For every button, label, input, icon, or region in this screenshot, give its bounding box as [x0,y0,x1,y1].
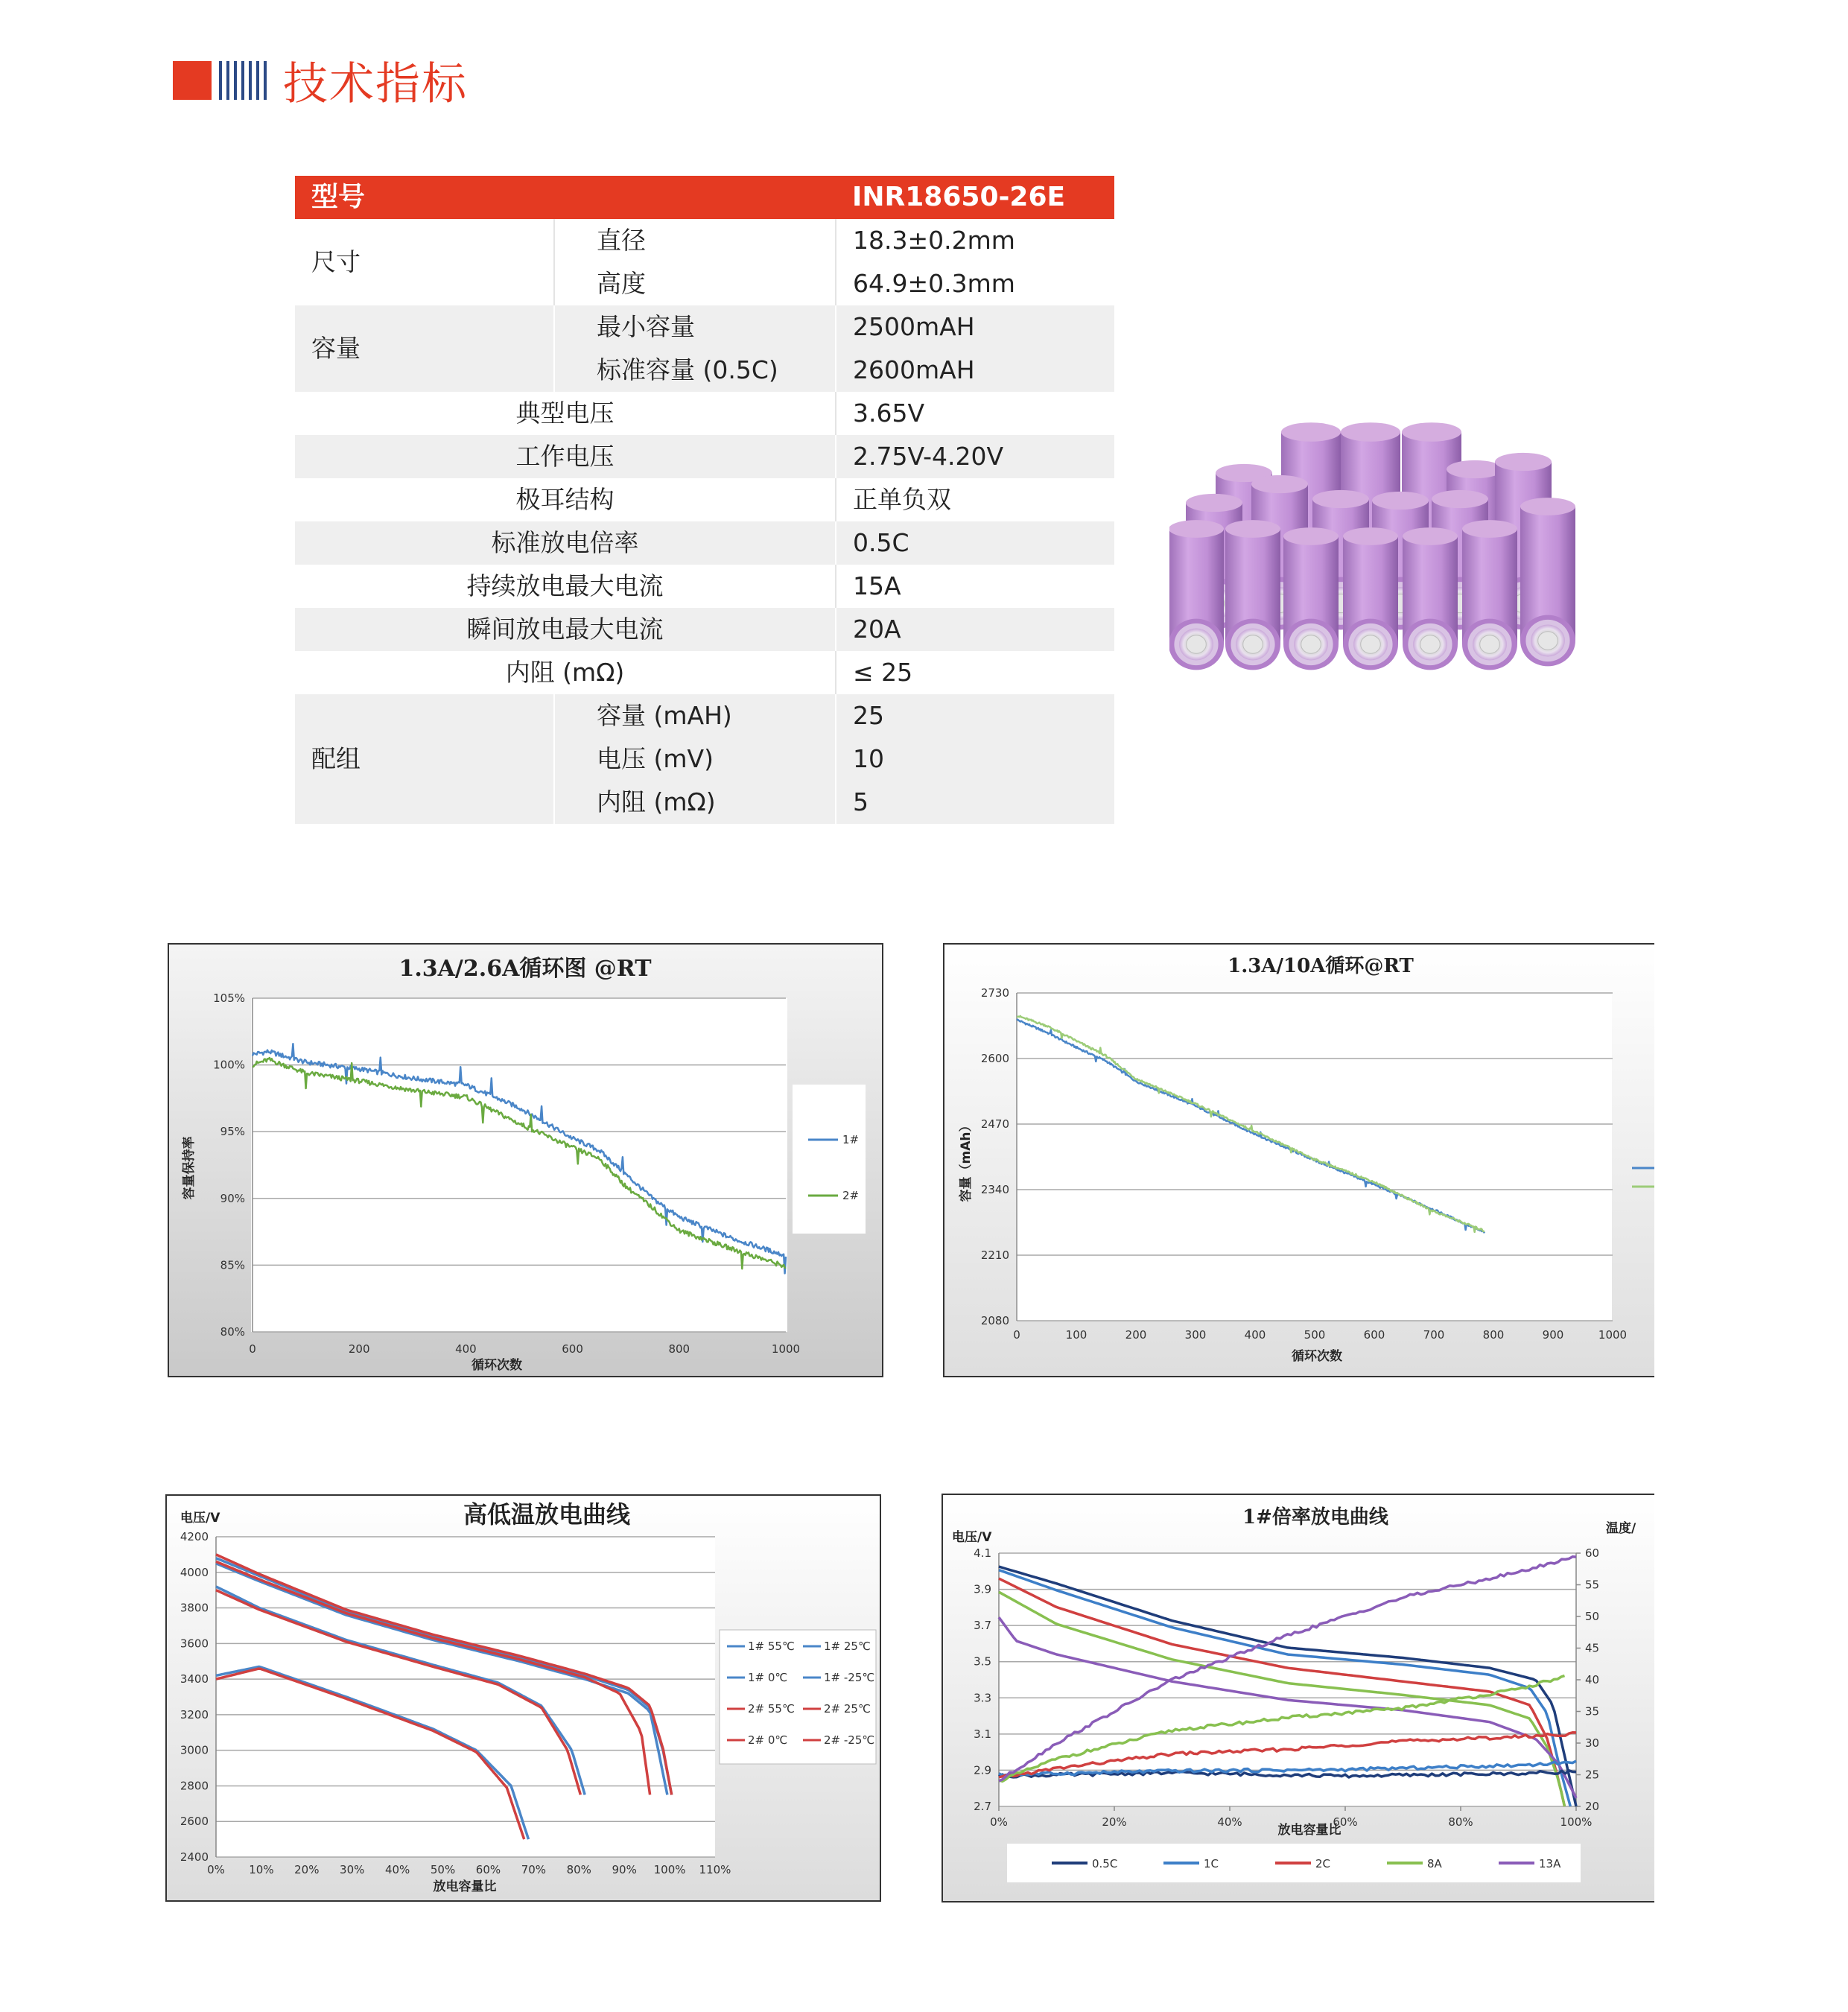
chart4-ylabel: 电压/V [952,1530,992,1545]
tab-structure-value: 正单负双 [853,485,951,514]
grouping-voltage-value: 10 [836,737,1114,781]
y2-tick-label: 25 [1585,1768,1600,1782]
legend-label: 1# -25℃ [824,1671,875,1684]
tab-structure-label: 极耳结构 [295,478,836,521]
battery-cell [1283,527,1339,670]
y-tick-label: 2.9 [974,1763,991,1777]
y2-tick-label: 35 [1585,1704,1600,1719]
x-tick-label: 700 [1423,1328,1445,1342]
y-tick-label: 3.9 [974,1582,991,1596]
spec-head-row [295,176,1114,219]
chart2-xlabel: 循环次数 [1292,1349,1342,1364]
working-voltage-value: 2.75V-4.20V [836,435,1114,478]
typical-voltage-value: 3.65V [853,399,925,428]
battery-cell [1462,520,1517,670]
x-tick-label: 100% [1560,1815,1593,1829]
size-label: 尺寸 [295,219,554,305]
max-pulse-current-label: 瞬间放电最大电流 [295,608,836,651]
legend-label: 2# 0℃ [748,1733,788,1747]
chart3-ylabel: 电压/V [180,1511,220,1526]
legend-label: 8A [1427,1857,1442,1870]
chart4-y2label: 温度/ [1606,1521,1636,1536]
header-stripes [219,61,267,100]
y-tick-label: 3200 [180,1707,209,1721]
working-voltage-label: 工作电压 [295,435,836,478]
section-title: 技术指标 [283,58,468,110]
x-tick-label: 70% [521,1863,547,1876]
legend-label: 1# 25℃ [824,1640,871,1653]
grouping-capacity-label: 容量 (mAH) [554,694,836,737]
std-capacity-value: 2600mAH [836,349,1114,392]
legend-label: 2# -25℃ [824,1733,875,1747]
legend-label: 2# 55℃ [748,1702,795,1716]
x-tick-label: 20% [294,1863,320,1876]
x-tick-label: 40% [384,1863,410,1876]
legend-label: 2# [842,1189,860,1202]
grouping-capacity-value: 25 [836,694,1114,737]
chart4-title: 1#倍率放电曲线 [1242,1506,1388,1529]
y-tick-label: 4200 [180,1530,209,1543]
battery-cells-image [1169,417,1601,685]
x-tick-label: 80% [566,1863,591,1876]
x-tick-label: 10% [249,1863,274,1876]
legend-label: 1# 55℃ [748,1640,795,1653]
legend-label: 0.5C [1092,1857,1118,1870]
x-tick-label: 1000 [1598,1328,1628,1342]
x-tick-label: 50% [430,1863,456,1876]
y-tick-label: 90% [220,1191,245,1205]
model-value: INR18650-26E [836,176,1114,219]
x-tick-label: 100% [653,1863,686,1876]
height-value: 64.9±0.3mm [853,269,1015,298]
y2-tick-label: 45 [1585,1641,1600,1655]
max-continuous-current-value: 15A [853,571,901,600]
battery-cell [1225,520,1280,670]
spec-table [295,176,1114,824]
capacity-label: 容量 [295,305,554,392]
legend-label: 2# 25℃ [824,1702,871,1716]
y-tick-label: 2340 [980,1183,1009,1196]
y-tick-label: 4000 [180,1565,209,1579]
x-tick-label: 40% [1217,1815,1242,1829]
chart-cycle-2-6a [168,943,883,1377]
std-discharge-rate-value: 0.5C [836,521,1114,565]
internal-resistance-label: 内阻 (mΩ) [295,651,836,694]
grouping-voltage-label: 电压 (mV) [554,737,836,781]
header-red-block [173,61,212,100]
y-tick-label: 4.1 [974,1546,991,1560]
y-tick-label: 2400 [180,1850,209,1864]
max-continuous-current-label: 持续放电最大电流 [295,565,836,608]
y2-tick-label: 60 [1585,1546,1600,1560]
battery-cell [1520,498,1575,666]
chart-temp-discharge [165,1494,881,1902]
battery-cell [1169,520,1224,670]
y-tick-label: 2210 [980,1248,1009,1262]
legend-label: 2C [1315,1857,1331,1870]
grouping-resistance-value: 5 [836,781,1114,824]
x-tick-label: 30% [340,1863,365,1876]
chart-cycle-10a-svg [944,945,1654,1376]
y-tick-label: 85% [220,1258,245,1272]
y-tick-label: 2600 [980,1052,1009,1065]
y-tick-label: 2600 [180,1815,209,1829]
y-tick-label: 2730 [980,986,1009,1000]
x-tick-label: 200 [1125,1328,1147,1342]
y-tick-label: 3.1 [974,1727,991,1741]
chart3-title: 高低温放电曲线 [463,1500,631,1529]
chart-rate-discharge-svg [943,1495,1654,1901]
max-pulse-current-value: 20A [836,608,1114,651]
y2-tick-label: 20 [1585,1800,1600,1813]
diameter-label: 直径 [554,219,836,262]
legend-label: 1# 0℃ [748,1671,788,1684]
typical-voltage-label: 典型电压 [295,392,836,435]
legend-label: 1# [842,1133,860,1146]
y-tick-label: 2080 [980,1314,1009,1327]
y-tick-label: 3.3 [974,1691,991,1705]
x-tick-label: 400 [1244,1328,1266,1342]
y-tick-label: 3.5 [974,1654,991,1669]
x-tick-label: 0 [1013,1328,1020,1342]
x-tick-label: 80% [1448,1815,1473,1829]
x-tick-label: 900 [1542,1328,1564,1342]
internal-resistance-value: ≤ 25 [853,658,913,687]
y-tick-label: 100% [213,1058,245,1072]
y-tick-label: 3600 [180,1637,209,1651]
chart2-ylabel: 容量（mAh） [959,1119,974,1202]
legend-label: 13A [1539,1857,1561,1870]
y-tick-label: 2470 [980,1117,1009,1131]
x-tick-label: 20% [1102,1815,1127,1829]
y2-tick-label: 50 [1585,1610,1600,1623]
x-tick-label: 500 [1304,1328,1326,1342]
chart-cycle-2-6a-svg [169,945,882,1376]
x-tick-label: 0 [249,1342,256,1356]
std-discharge-rate-label: 标准放电倍率 [295,521,836,565]
x-tick-label: 800 [1482,1328,1505,1342]
chart1-ylabel: 容量保持率 [182,1136,197,1200]
chart-rate-discharge [942,1494,1654,1902]
x-tick-label: 0% [207,1863,225,1876]
y-tick-label: 80% [220,1325,245,1339]
y2-tick-label: 55 [1585,1578,1600,1592]
y-tick-label: 2800 [180,1779,209,1793]
y-tick-label: 3400 [180,1672,209,1686]
x-tick-label: 800 [668,1342,690,1356]
x-tick-label: 0% [990,1815,1008,1829]
min-capacity-label: 最小容量 [554,305,836,349]
height-label: 高度 [554,262,836,305]
y2-tick-label: 30 [1585,1736,1600,1750]
chart-temp-discharge-svg [167,1496,880,1900]
y-tick-label: 3800 [180,1601,209,1615]
x-tick-label: 1000 [771,1342,801,1356]
model-label: 型号 [295,176,836,219]
diameter-value: 18.3±0.2mm [853,226,1015,255]
x-tick-label: 110% [699,1863,731,1876]
y-tick-label: 95% [220,1125,245,1139]
grouping-label: 配组 [295,694,554,824]
battery-cell [1403,527,1458,670]
x-tick-label: 600 [1363,1328,1385,1342]
y-tick-label: 3000 [180,1743,209,1757]
chart1-xlabel: 循环次数 [471,1358,522,1373]
y2-tick-label: 40 [1585,1673,1600,1686]
grouping-resistance-label: 内阻 (mΩ) [554,781,836,824]
x-tick-label: 200 [348,1342,370,1356]
min-capacity-value: 2500mAH [836,305,1114,349]
x-tick-label: 90% [612,1863,637,1876]
y-tick-label: 3.7 [974,1619,991,1633]
x-tick-label: 600 [562,1342,583,1356]
section-header [173,54,468,110]
x-tick-label: 60% [475,1863,501,1876]
chart4-xlabel: 放电容量比 [1277,1823,1341,1838]
y-tick-label: 105% [213,991,245,1005]
x-tick-label: 300 [1184,1328,1207,1342]
legend-label: 1C [1204,1857,1219,1870]
chart1-title: 1.3A/2.6A循环图 @RT [399,956,652,982]
x-tick-label: 60% [1333,1815,1358,1829]
y-tick-label: 2.7 [974,1800,991,1813]
chart3-xlabel: 放电容量比 [433,1879,497,1894]
battery-cell [1343,527,1398,670]
x-tick-label: 100 [1065,1328,1087,1342]
std-capacity-label: 标准容量 (0.5C) [554,349,836,392]
x-tick-label: 400 [455,1342,477,1356]
chart-cycle-10a [943,943,1654,1377]
chart2-title: 1.3A/10A循环@RT [1228,955,1414,977]
